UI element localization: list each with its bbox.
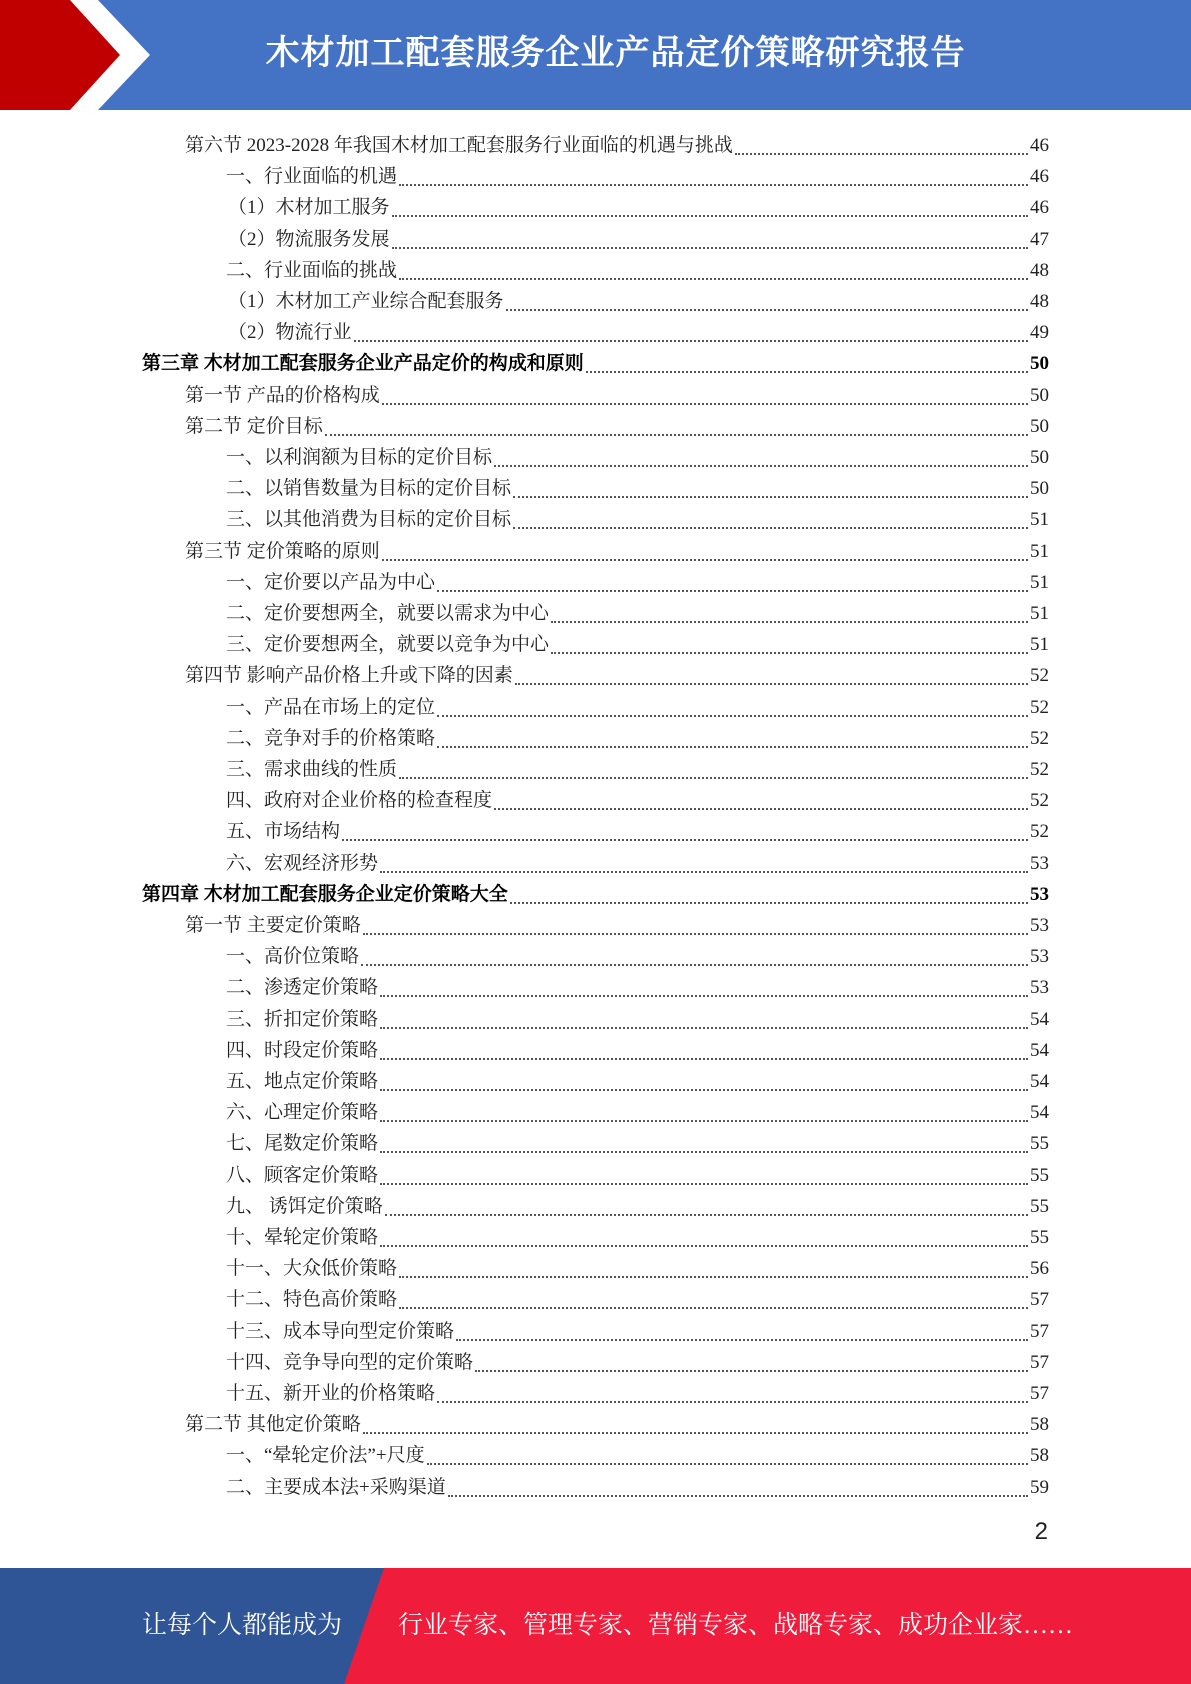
toc-entry-page: 50: [1030, 447, 1049, 468]
toc-entry[interactable]: [228, 283, 1049, 314]
toc-entry-page: 50: [1030, 478, 1049, 500]
toc-entry-title: 一、“晕轮定价法”+尺度: [226, 1445, 425, 1467]
toc-entry-title: 三、以其他消费为目标的定价目标: [226, 509, 512, 531]
toc-dot-leader: [385, 1194, 1028, 1216]
toc-entry-page: 51: [1030, 571, 1049, 593]
toc-dot-leader: [437, 695, 1028, 717]
toc-entry-page: 48: [1030, 291, 1049, 312]
toc-entry-title: 一、产品在市场上的定位: [226, 696, 436, 718]
toc-entry-page: 53: [1030, 977, 1049, 999]
toc-entry[interactable]: [226, 626, 1049, 657]
toc-entry-page: 55: [1030, 1195, 1049, 1217]
toc-entry[interactable]: [226, 1469, 1049, 1500]
toc-entry-title: 六、宏观经济形势: [226, 852, 379, 874]
toc-entry-page: 46: [1030, 166, 1049, 188]
page-header: [0, 0, 1191, 110]
toc-dot-leader: [399, 1256, 1028, 1278]
toc-entry-page: 55: [1030, 1164, 1049, 1186]
toc-entry[interactable]: [226, 501, 1049, 532]
toc-entry-title: （1）木材加工产业综合配套服务: [228, 291, 504, 312]
toc-entry[interactable]: [226, 1063, 1049, 1094]
toc-dot-leader: [448, 1475, 1028, 1497]
toc-entry[interactable]: [226, 1094, 1049, 1125]
toc-entry-page: 52: [1030, 665, 1049, 687]
toc-entry-page: 53: [1030, 883, 1049, 905]
toc-entry-title: 第一节 产品的价格构成: [185, 384, 380, 406]
toc-entry[interactable]: [228, 221, 1049, 252]
toc-dot-leader: [380, 1163, 1028, 1185]
footer-slogan-right: 行业专家、管理专家、营销专家、战略专家、成功企业家……: [398, 1612, 1074, 1639]
toc-entry-page: 54: [1030, 1008, 1049, 1030]
toc-entry[interactable]: [185, 907, 1049, 938]
toc-dot-leader: [361, 944, 1028, 966]
toc-dot-leader: [551, 632, 1028, 654]
toc-dot-leader: [399, 757, 1028, 779]
toc-entry-page: 49: [1030, 322, 1049, 344]
toc-entry-page: 51: [1030, 634, 1049, 656]
toc-dot-leader: [392, 227, 1028, 249]
toc-entry-title: 十、晕轮定价策略: [226, 1227, 379, 1248]
toc-entry[interactable]: [226, 969, 1049, 1000]
toc-entry-title: 二、行业面临的挑战: [226, 259, 398, 281]
toc-entry[interactable]: [185, 408, 1049, 439]
toc-entry[interactable]: [226, 720, 1049, 751]
toc-dot-leader: [735, 133, 1028, 155]
toc-entry[interactable]: [185, 377, 1049, 408]
toc-entry[interactable]: [226, 1250, 1049, 1281]
page-number: 2: [1034, 1518, 1048, 1545]
toc-entry-page: 54: [1030, 1039, 1049, 1061]
toc-entry[interactable]: [228, 314, 1049, 345]
toc-entry[interactable]: [226, 252, 1049, 283]
toc-entry-page: 52: [1030, 759, 1049, 780]
toc-dot-leader: [354, 320, 1028, 342]
toc-entry-page: 56: [1030, 1258, 1049, 1280]
toc-dot-leader: [382, 539, 1028, 561]
toc-dot-leader: [494, 445, 1028, 467]
toc-entry-title: 八、顾客定价策略: [226, 1164, 379, 1186]
toc-entry[interactable]: [142, 345, 1049, 376]
toc-entry-page: 50: [1030, 415, 1049, 437]
toc-entry[interactable]: [226, 1001, 1049, 1032]
toc-dot-leader: [363, 1412, 1028, 1434]
toc-entry-page: 51: [1030, 603, 1049, 624]
toc-dot-leader: [456, 1319, 1028, 1341]
toc-entry-title: 第四节 影响产品价格上升或下降的因素: [185, 665, 513, 687]
toc-entry-page: 57: [1030, 1351, 1049, 1373]
toc-entry[interactable]: [226, 595, 1049, 626]
toc-entry-page: 54: [1030, 1102, 1049, 1124]
toc-entry-title: 十一、大众低价策略: [226, 1258, 398, 1280]
toc-entry[interactable]: [226, 751, 1049, 782]
toc-entry[interactable]: [185, 533, 1049, 564]
toc-entry-title: 十三、成本导向型定价策略: [226, 1320, 455, 1342]
toc-entry[interactable]: [185, 657, 1049, 688]
toc-entry-title: 一、定价要以产品为中心: [226, 571, 436, 593]
toc-entry-page: 57: [1030, 1289, 1049, 1311]
toc-dot-leader: [380, 851, 1028, 873]
toc-dot-leader: [380, 1069, 1028, 1091]
toc-entry-title: 十四、竞争导向型的定价策略: [226, 1351, 474, 1373]
toc-entry[interactable]: [226, 439, 1049, 470]
toc-entry[interactable]: [226, 845, 1049, 876]
toc-entry-page: 48: [1030, 259, 1049, 281]
toc-dot-leader: [363, 913, 1028, 935]
toc-entry-title: 第一节 主要定价策略: [185, 915, 361, 936]
toc-entry[interactable]: [226, 158, 1049, 189]
toc-entry-page: 54: [1030, 1071, 1049, 1092]
toc-dot-leader: [427, 1443, 1028, 1465]
toc-dot-leader: [392, 195, 1028, 217]
toc-dot-leader: [437, 570, 1028, 592]
toc-entry-page: 46: [1030, 135, 1049, 156]
toc-entry[interactable]: [226, 1188, 1049, 1219]
toc-entry-page: 53: [1030, 946, 1049, 968]
toc-entry[interactable]: [226, 564, 1049, 595]
toc-dot-leader: [551, 601, 1028, 623]
toc-entry-title: 一、以利润额为目标的定价目标: [226, 447, 493, 468]
toc-entry[interactable]: [226, 938, 1049, 969]
toc-dot-leader: [513, 507, 1028, 529]
toc-entry[interactable]: [226, 1437, 1049, 1468]
toc-dot-leader: [399, 1287, 1028, 1309]
toc-dot-leader: [437, 1381, 1028, 1403]
toc-entry-title: 九、 诱饵定价策略: [226, 1195, 383, 1217]
toc-entry-title: 七、尾数定价策略: [226, 1133, 379, 1155]
page-footer: [0, 1568, 1191, 1684]
toc-entry-title: 第六节 2023-2028 年我国木材加工配套服务行业面临的机遇与挑战: [185, 135, 733, 156]
toc-entry-title: 二、主要成本法+采购渠道: [226, 1476, 446, 1498]
toc-entry[interactable]: [226, 1157, 1049, 1188]
toc-dot-leader: [494, 788, 1028, 810]
toc-entry[interactable]: [226, 813, 1049, 844]
toc-entry-title: 十五、新开业的价格策略: [226, 1383, 436, 1404]
toc-entry[interactable]: [226, 782, 1049, 813]
toc-dot-leader: [325, 414, 1028, 436]
toc-entry-title: 二、定价要想两全，就要以需求为中心: [226, 603, 550, 624]
toc-dot-leader: [380, 1225, 1028, 1247]
toc-entry-title: 二、以销售数量为目标的定价目标: [226, 478, 512, 500]
toc-entry[interactable]: [226, 689, 1049, 720]
toc-entry[interactable]: [185, 127, 1049, 158]
toc-entry-title: 五、市场结构: [226, 821, 341, 843]
toc-entry-title: 第四章 木材加工配套服务企业定价策略大全: [142, 883, 508, 905]
toc-dot-leader: [475, 1350, 1028, 1372]
toc-entry-page: 57: [1030, 1383, 1049, 1404]
toc-dot-leader: [380, 1131, 1028, 1153]
toc-dot-leader: [506, 289, 1028, 311]
toc-entry-page: 58: [1030, 1414, 1049, 1436]
toc-entry[interactable]: [226, 1125, 1049, 1156]
toc-entry[interactable]: [226, 1219, 1049, 1250]
toc-entry-title: 第二节 其他定价策略: [185, 1414, 361, 1436]
toc-dot-leader: [586, 351, 1028, 373]
toc-entry-title: 一、高价位策略: [226, 946, 360, 968]
toc-entry[interactable]: [226, 470, 1049, 501]
toc-entry[interactable]: [226, 1032, 1049, 1063]
toc-entry-title: 三、定价要想两全，就要以竞争为中心: [226, 634, 550, 656]
toc-entry-page: 50: [1030, 384, 1049, 406]
toc-entry-title: 六、心理定价策略: [226, 1102, 379, 1124]
toc-entry-title: 三、折扣定价策略: [226, 1008, 379, 1030]
toc-entry-title: 十二、特色高价策略: [226, 1289, 398, 1311]
toc-entry-page: 58: [1030, 1445, 1049, 1467]
toc-entry-title: 四、政府对企业价格的检查程度: [226, 790, 493, 812]
toc-entry-title: （1）木材加工服务: [228, 197, 390, 219]
toc-dot-leader: [380, 1038, 1028, 1060]
toc-dot-leader: [399, 258, 1028, 280]
toc-entry-page: 59: [1030, 1476, 1049, 1498]
toc-entry-page: 53: [1030, 915, 1049, 936]
toc-entry-page: 52: [1030, 821, 1049, 843]
toc-entry-title: 五、地点定价策略: [226, 1071, 379, 1092]
toc-dot-leader: [380, 975, 1028, 997]
toc-dot-leader: [513, 476, 1028, 498]
footer-slogan-left: 让每个人都能成为: [142, 1612, 343, 1639]
toc-entry[interactable]: [226, 1375, 1049, 1406]
toc-dot-leader: [510, 882, 1028, 904]
toc-entry-title: （2）物流行业: [228, 322, 352, 344]
toc-dot-leader: [399, 164, 1028, 186]
toc-entry-title: 一、行业面临的机遇: [226, 166, 398, 188]
toc-entry-title: 二、竞争对手的价格策略: [226, 727, 436, 749]
toc-entry-page: 46: [1030, 197, 1049, 219]
toc-dot-leader: [515, 663, 1028, 685]
toc-dot-leader: [437, 726, 1028, 748]
toc-entry-title: 二、渗透定价策略: [226, 977, 379, 999]
toc-dot-leader: [380, 1007, 1028, 1029]
toc-entry-page: 52: [1030, 727, 1049, 749]
toc-entry-title: 第三章 木材加工配套服务企业产品定价的构成和原则: [142, 353, 584, 375]
toc-entry[interactable]: [142, 876, 1049, 907]
toc-entry-page: 52: [1030, 696, 1049, 718]
toc-entry[interactable]: [226, 1281, 1049, 1312]
toc-entry-page: 53: [1030, 852, 1049, 874]
toc-entry[interactable]: [226, 1313, 1049, 1344]
toc-dot-leader: [342, 819, 1028, 841]
toc-entry-page: 51: [1030, 540, 1049, 562]
toc-entry[interactable]: [228, 189, 1049, 220]
toc-entry-title: 三、需求曲线的性质: [226, 759, 398, 780]
toc-dot-leader: [380, 1100, 1028, 1122]
toc-entry-page: 55: [1030, 1227, 1049, 1248]
toc-entry-page: 51: [1030, 509, 1049, 531]
toc-entry-title: 第三节 定价策略的原则: [185, 540, 380, 562]
toc-entry-page: 50: [1030, 353, 1049, 375]
toc-entry-title: 四、时段定价策略: [226, 1039, 379, 1061]
toc-entry-page: 57: [1030, 1320, 1049, 1342]
toc-entry-title: （2）物流服务发展: [228, 228, 390, 250]
toc-entry-page: 52: [1030, 790, 1049, 812]
toc-entry[interactable]: [185, 1406, 1049, 1437]
toc-dot-leader: [382, 383, 1028, 405]
toc-entry-title: 第二节 定价目标: [185, 415, 323, 437]
report-title: 木材加工配套服务企业产品定价策略研究报告: [265, 33, 966, 73]
toc-entry-page: 55: [1030, 1133, 1049, 1155]
toc-entry-page: 47: [1030, 228, 1049, 250]
toc-entry[interactable]: [226, 1344, 1049, 1375]
